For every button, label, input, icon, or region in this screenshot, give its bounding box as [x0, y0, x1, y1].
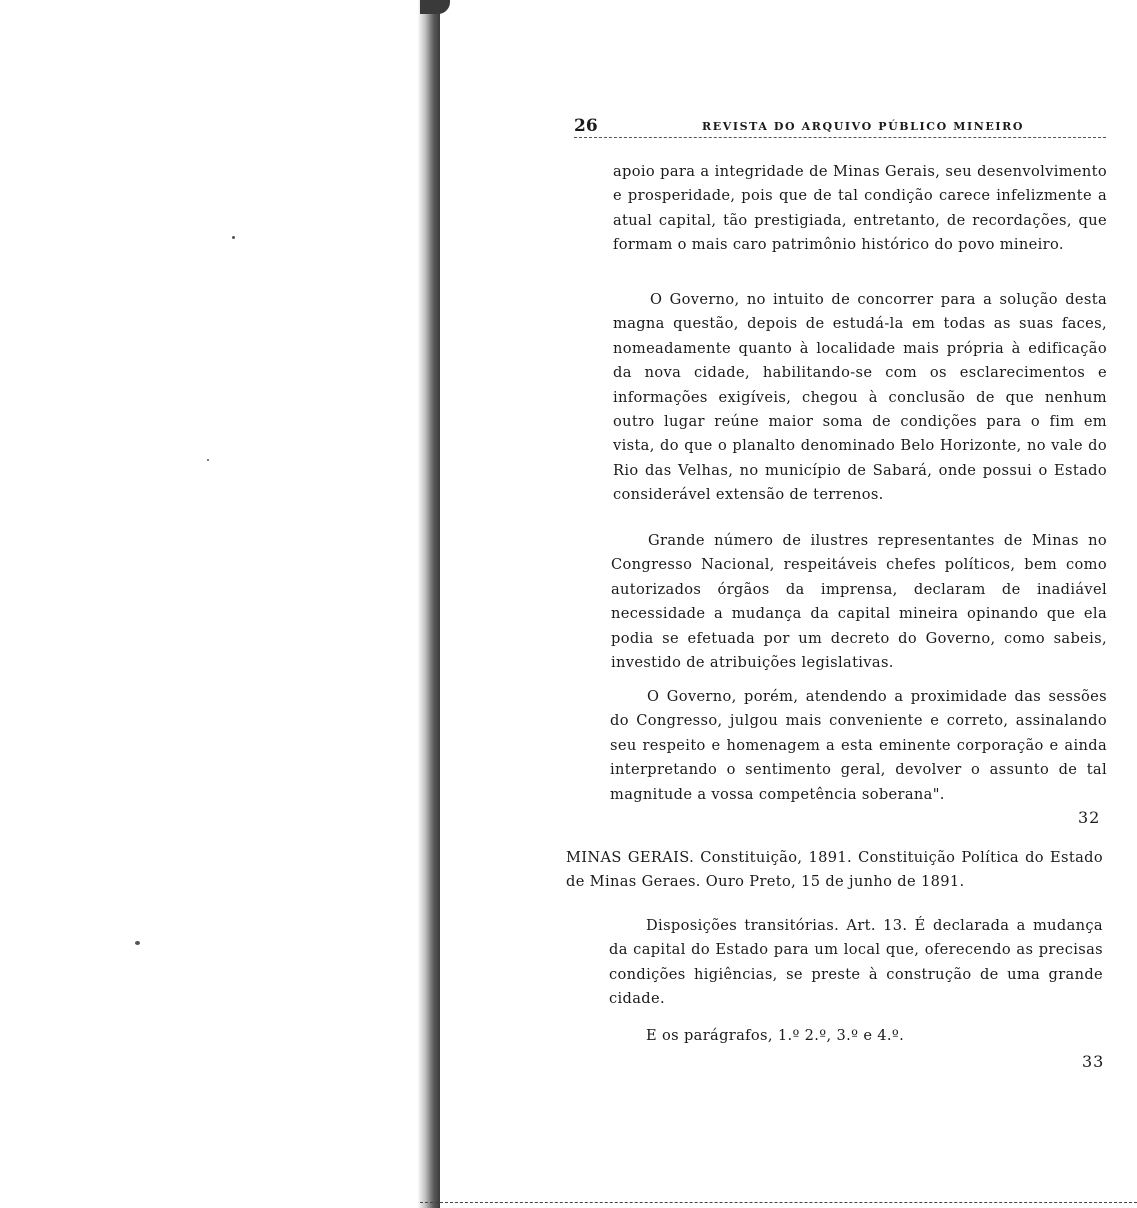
paragraph-governo-porem: O Governo, porém, atendendo a proximidade das sessões do Congresso, julgou mais conveniente e correto, assinalando seu respeito e homenagem a esta eminente corporação e ainda interpretando o sentimento geral, devolver o assunto de tal magnitude a vossa competência soberana". — [610, 688, 1107, 803]
scan-speck — [207, 459, 209, 461]
paragraph-disposicoes: Disposições transitórias. Art. 13. É declarada a mudança da capital do Estado para um local que, oferecendo as precisas condições higiências, se preste à construção de uma grande cidade. — [609, 917, 1103, 1008]
book-spine-shadow — [0, 0, 440, 1208]
running-title: REVISTA DO ARQUIVO PÚBLICO MINEIRO — [702, 120, 1025, 133]
bottom-edge-line — [420, 1202, 1137, 1203]
citation-constituicao: MINAS GERAIS. Constituição, 1891. Constituição Política do Estado de Minas Geraes. Ouro Preto, 15 de junho de 1891. — [566, 849, 1103, 891]
note-number-33: 33 — [1082, 1052, 1105, 1071]
note-number-32: 32 — [1078, 808, 1101, 827]
page-header — [574, 116, 1106, 140]
paragraph-paragrafos: E os parágrafos, 1.º 2.º, 3.º e 4.º. — [646, 1027, 905, 1044]
page-number: 26 — [574, 116, 598, 136]
scan-speck — [232, 236, 235, 239]
spine-top-corner — [420, 0, 450, 14]
header-rule — [574, 137, 1106, 138]
paragraph-governo-intuito: O Governo, no intuito de concorrer para a solução desta magna questão, depois de estudá-la em todas as suas faces, nomeadamente quanto à localidade mais própria à edificação da nova cidade, habilitando-se com os esclarecimentos e informações exigíveis, chegou à conclusão de que nenhum outro lugar reúne maior soma de condições para o fim em vista, do que o planalto denominado Belo Horizonte, no vale do Rio das Velhas, no município de Sabará, onde possui o Estado considerável extensão de terrenos. — [613, 291, 1107, 504]
spine-gutter — [418, 0, 440, 1208]
paragraph-continuation: apoio para a integridade de Minas Gerais, seu desenvolvimento e prosperidade, pois que de tal condição carece infelizmente a atual capital, tão prestigiada, entretanto, de recordações, que formam o mais caro patrimônio histórico do povo mineiro. — [613, 163, 1107, 254]
page-bottom-edge — [420, 1198, 1137, 1208]
scan-speck — [135, 941, 140, 945]
paragraph-grande-numero: Grande número de ilustres representantes de Minas no Congresso Nacional, respeitáveis chefes políticos, bem como autorizados órgãos da imprensa, declaram de inadiável necessidade a mudança da capital mineira opinando que ela podia se efetuada por um decreto do Governo, como sabeis, investido de atribuições legislativas. — [611, 532, 1107, 672]
